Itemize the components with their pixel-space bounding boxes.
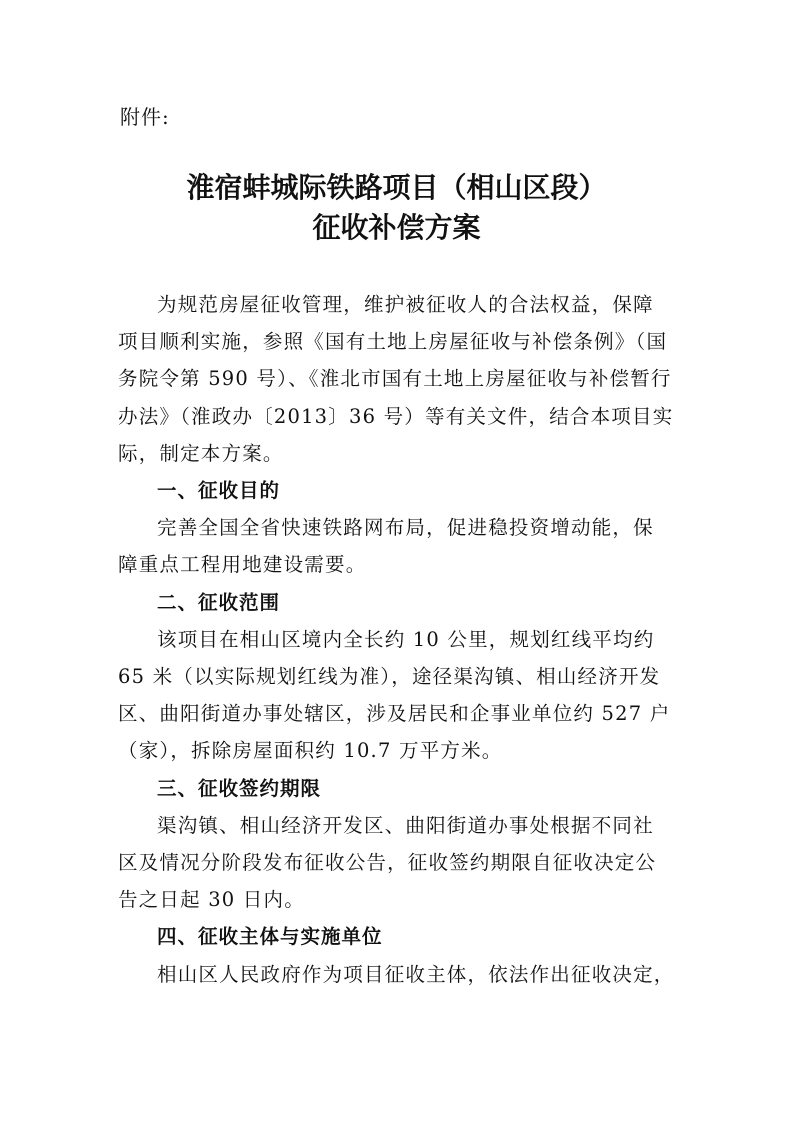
text-line: 际，制定本方案。 <box>118 441 284 465</box>
text-line: 区及情况分阶段发布征收公告，征收签约期限自征收决定公 <box>118 851 657 875</box>
section-paragraph-scope <box>118 621 683 770</box>
text-line: 告之日起 30 日内。 <box>118 888 305 912</box>
document-body <box>118 286 683 993</box>
section-heading-subject: 四、征收主体与实施单位 <box>157 925 383 949</box>
section-paragraph-purpose <box>118 509 683 583</box>
text-line: 办法》（淮政办〔2013〕36 号）等有关文件，结合本项目实 <box>118 404 674 428</box>
text-line: 相山区人民政府作为项目征收主体，依法作出征收决定， <box>157 962 675 986</box>
section-heading-period: 三、征收签约期限 <box>157 776 322 800</box>
text-line: 项目顺利实施，参照《国有土地上房屋征收与补偿条例》（国 <box>118 330 668 354</box>
section-heading-purpose: 一、征收目的 <box>157 479 281 503</box>
section-heading-scope: 二、征收范围 <box>157 590 281 614</box>
intro-paragraph <box>118 286 683 472</box>
document-title-line-1: 淮宿蚌城际铁路项目（相山区段） <box>186 171 607 204</box>
text-line: 务院令第 590 号）、《淮北市国有土地上房屋征收与补偿暂行 <box>118 367 672 391</box>
text-line: 65 米（以实际规划红线为准），途径渠沟镇、相山经济开发 <box>118 665 661 689</box>
text-line: （家），拆除房屋面积约 10.7 万平方米。 <box>118 739 503 763</box>
text-line: 渠沟镇、相山经济开发区、曲阳街道办事处根据不同社 <box>157 813 654 837</box>
text-line: 障重点工程用地建设需要。 <box>118 553 367 577</box>
text-line: 为规范房屋征收管理，维护被征收人的合法权益，保障 <box>157 293 654 316</box>
text-line: 该项目在相山区境内全长约 10 公里，规划红线平均约 <box>157 627 655 651</box>
section-paragraph-period <box>118 807 683 919</box>
document-title-line-2: 征收补偿方案 <box>312 211 481 244</box>
section-paragraph-subject <box>118 956 683 993</box>
text-line: 区、曲阳街道办事处辖区，涉及居民和企事业单位约 527 户 <box>118 702 671 726</box>
attachment-label: 附件: <box>120 105 170 129</box>
text-line: 完善全国全省快速铁路网布局，促进稳投资增动能，保 <box>157 516 654 540</box>
